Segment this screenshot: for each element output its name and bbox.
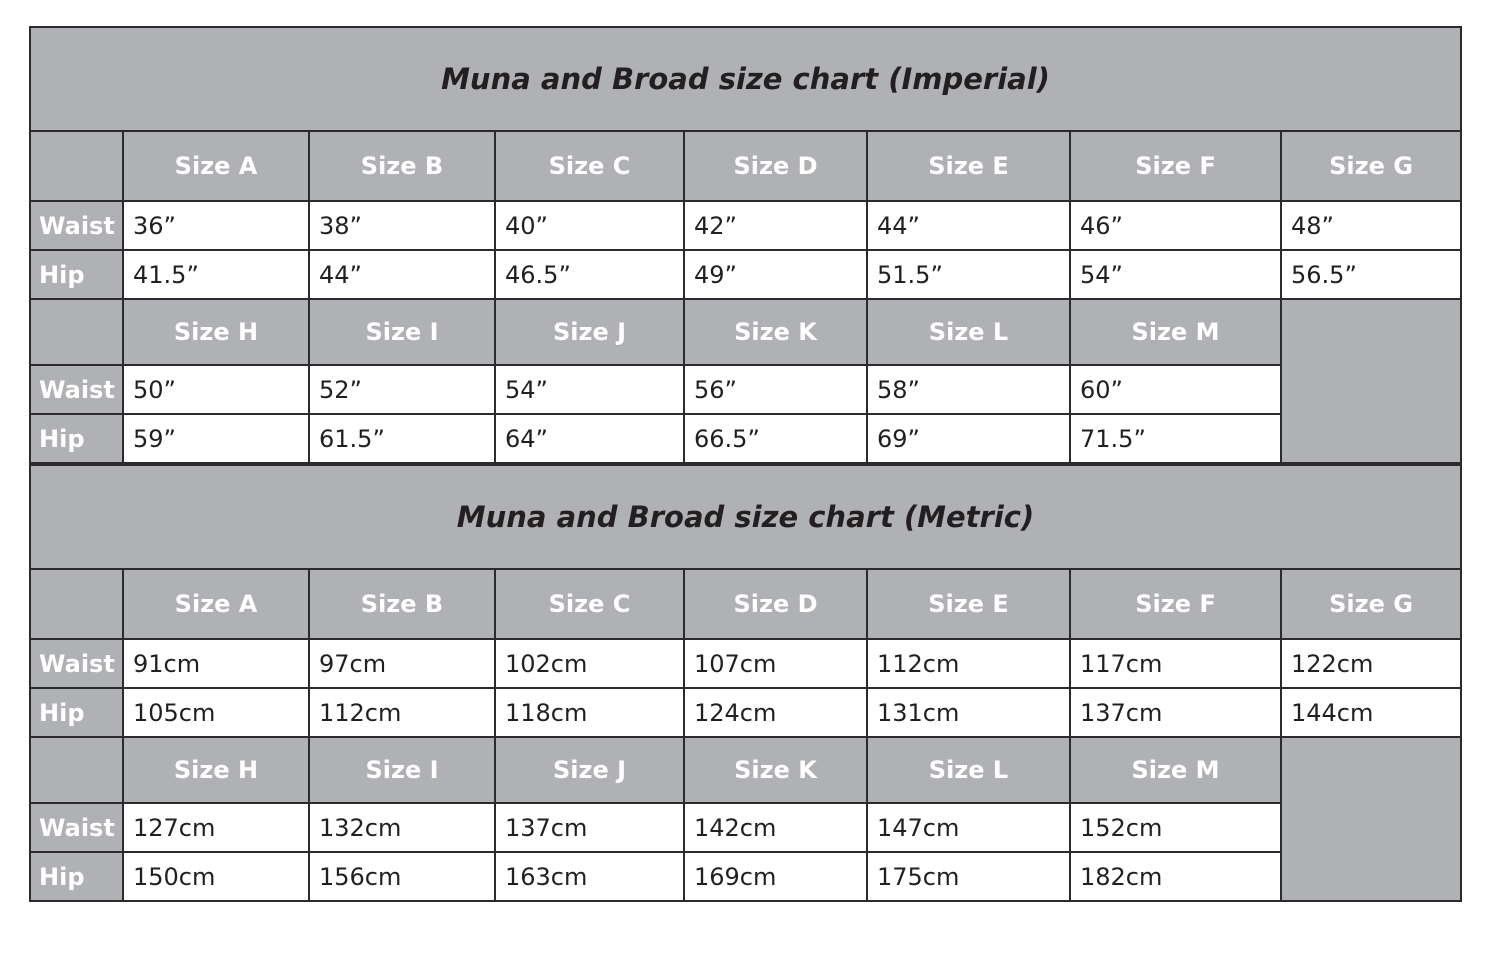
measurement-cell: 50” — [122, 364, 310, 415]
measurement-cell: 132cm — [308, 802, 496, 853]
measurement-cell: 66.5” — [683, 413, 868, 464]
row-label: Waist — [29, 364, 124, 415]
size-header: Size F — [1069, 130, 1282, 202]
measurement-cell: 40” — [494, 200, 685, 251]
measurement-cell: 163cm — [494, 851, 685, 902]
row-label: Waist — [29, 638, 124, 689]
size-header: Size G — [1280, 568, 1462, 640]
measurement-cell: 61.5” — [308, 413, 496, 464]
row-label: Hip — [29, 851, 124, 902]
size-header: Size H — [122, 298, 310, 366]
measurement-cell: 117cm — [1069, 638, 1282, 689]
measurement-cell: 97cm — [308, 638, 496, 689]
size-header: Size A — [122, 130, 310, 202]
measurement-cell: 64” — [494, 413, 685, 464]
measurement-cell: 91cm — [122, 638, 310, 689]
measurement-cell: 54” — [494, 364, 685, 415]
row-label: Hip — [29, 249, 124, 300]
size-header: Size M — [1069, 736, 1282, 804]
measurement-cell: 182cm — [1069, 851, 1282, 902]
measurement-cell: 49” — [683, 249, 868, 300]
measurement-cell: 52” — [308, 364, 496, 415]
measurement-cell: 102cm — [494, 638, 685, 689]
size-header: Size L — [866, 736, 1071, 804]
section-title: Muna and Broad size chart (Imperial) — [29, 26, 1462, 132]
corner-cell — [29, 298, 124, 366]
size-header: Size C — [494, 130, 685, 202]
measurement-cell: 44” — [866, 200, 1071, 251]
measurement-cell: 54” — [1069, 249, 1282, 300]
size-header: Size E — [866, 130, 1071, 202]
measurement-cell: 144cm — [1280, 687, 1462, 738]
measurement-cell: 124cm — [683, 687, 868, 738]
row-label: Hip — [29, 413, 124, 464]
size-header: Size M — [1069, 298, 1282, 366]
measurement-cell: 152cm — [1069, 802, 1282, 853]
empty-filler — [1280, 298, 1462, 464]
measurement-cell: 131cm — [866, 687, 1071, 738]
measurement-cell: 112cm — [866, 638, 1071, 689]
size-header: Size L — [866, 298, 1071, 366]
measurement-cell: 38” — [308, 200, 496, 251]
measurement-cell: 127cm — [122, 802, 310, 853]
size-header: Size B — [308, 568, 496, 640]
measurement-cell: 147cm — [866, 802, 1071, 853]
corner-cell — [29, 568, 124, 640]
size-header: Size H — [122, 736, 310, 804]
measurement-cell: 44” — [308, 249, 496, 300]
size-header: Size C — [494, 568, 685, 640]
size-header: Size G — [1280, 130, 1462, 202]
size-header: Size J — [494, 298, 685, 366]
size-header: Size B — [308, 130, 496, 202]
measurement-cell: 122cm — [1280, 638, 1462, 689]
measurement-cell: 48” — [1280, 200, 1462, 251]
section-title: Muna and Broad size chart (Metric) — [29, 464, 1462, 570]
size-header: Size I — [308, 298, 496, 366]
measurement-cell: 36” — [122, 200, 310, 251]
measurement-cell: 59” — [122, 413, 310, 464]
row-label: Waist — [29, 802, 124, 853]
measurement-cell: 46” — [1069, 200, 1282, 251]
size-header: Size E — [866, 568, 1071, 640]
measurement-cell: 137cm — [494, 802, 685, 853]
measurement-cell: 175cm — [866, 851, 1071, 902]
measurement-cell: 137cm — [1069, 687, 1282, 738]
empty-filler — [1280, 736, 1462, 902]
corner-cell — [29, 130, 124, 202]
size-chart — [29, 26, 1460, 897]
size-header: Size F — [1069, 568, 1282, 640]
measurement-cell: 42” — [683, 200, 868, 251]
measurement-cell: 112cm — [308, 687, 496, 738]
size-header: Size J — [494, 736, 685, 804]
measurement-cell: 107cm — [683, 638, 868, 689]
corner-cell — [29, 736, 124, 804]
size-header: Size I — [308, 736, 496, 804]
measurement-cell: 56” — [683, 364, 868, 415]
measurement-cell: 60” — [1069, 364, 1282, 415]
measurement-cell: 150cm — [122, 851, 310, 902]
size-header: Size D — [683, 130, 868, 202]
measurement-cell: 169cm — [683, 851, 868, 902]
measurement-cell: 58” — [866, 364, 1071, 415]
measurement-cell: 56.5” — [1280, 249, 1462, 300]
measurement-cell: 118cm — [494, 687, 685, 738]
measurement-cell: 142cm — [683, 802, 868, 853]
measurement-cell: 71.5” — [1069, 413, 1282, 464]
size-header: Size K — [683, 298, 868, 366]
measurement-cell: 51.5” — [866, 249, 1071, 300]
size-header: Size K — [683, 736, 868, 804]
measurement-cell: 41.5” — [122, 249, 310, 300]
measurement-cell: 46.5” — [494, 249, 685, 300]
row-label: Hip — [29, 687, 124, 738]
row-label: Waist — [29, 200, 124, 251]
measurement-cell: 156cm — [308, 851, 496, 902]
size-header: Size D — [683, 568, 868, 640]
measurement-cell: 105cm — [122, 687, 310, 738]
size-header: Size A — [122, 568, 310, 640]
measurement-cell: 69” — [866, 413, 1071, 464]
